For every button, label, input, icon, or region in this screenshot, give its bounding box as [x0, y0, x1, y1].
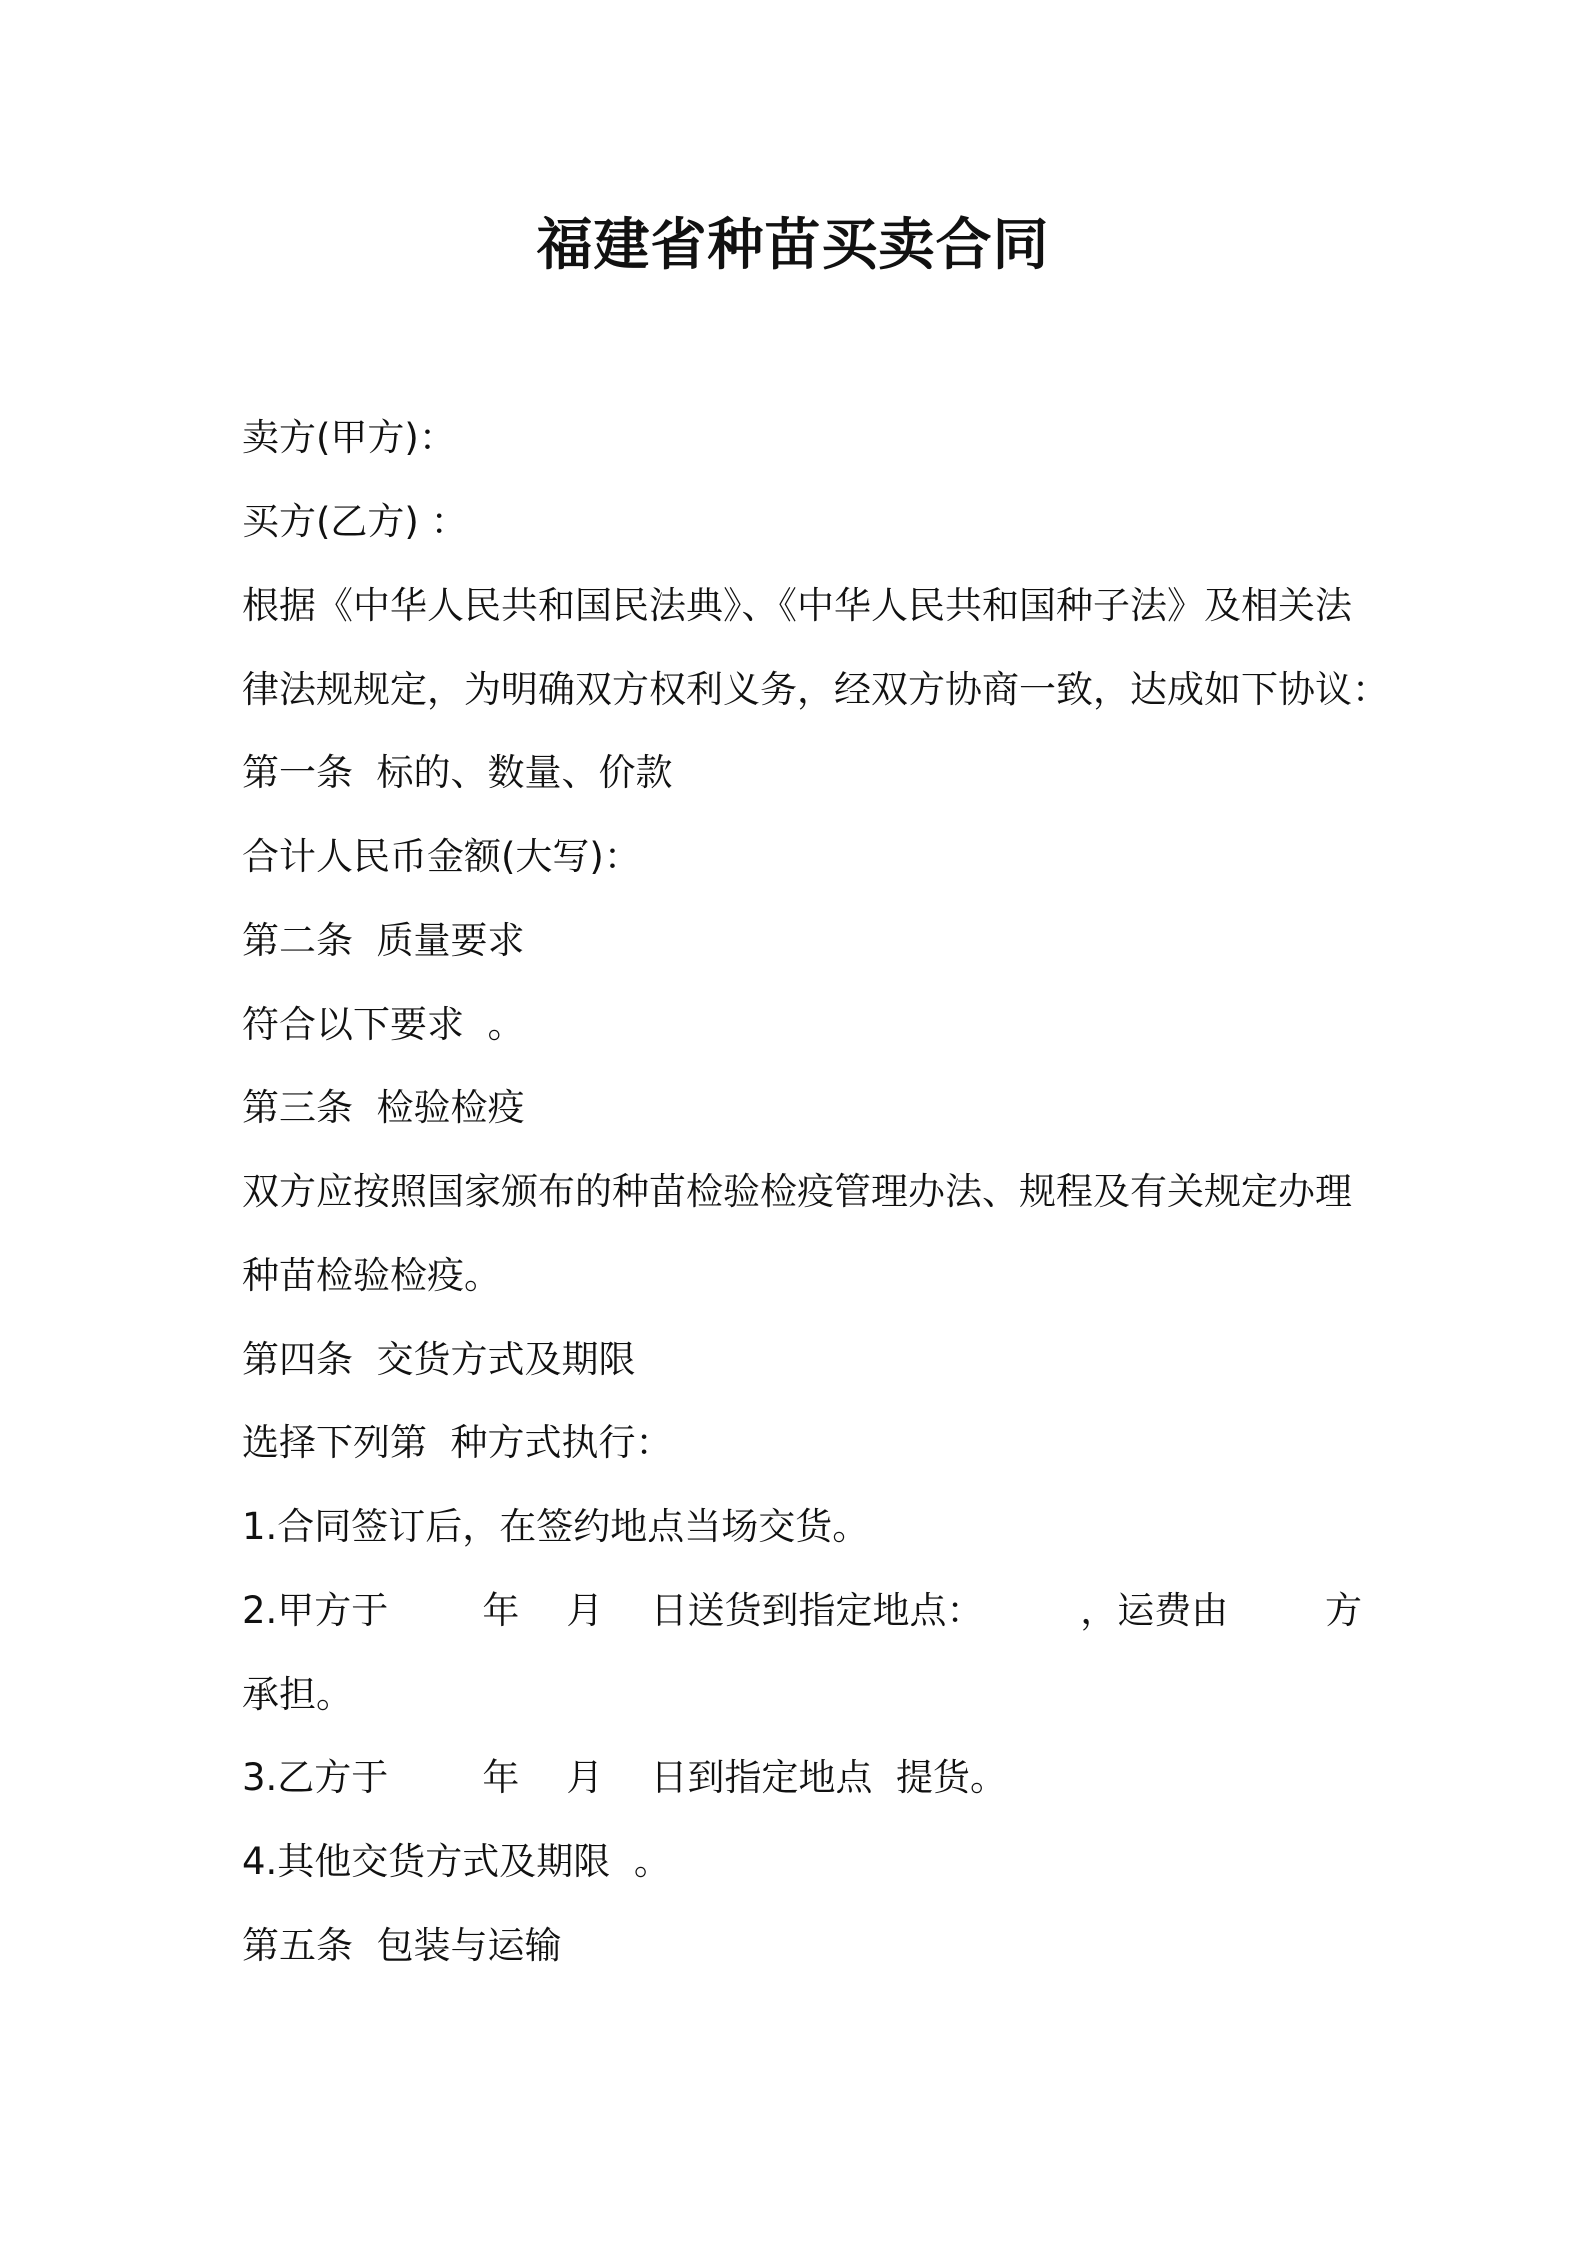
- article-2-heading: 第二条 质量要求: [242, 919, 525, 962]
- article-2-body: 符合以下要求 。: [242, 1003, 525, 1046]
- article-5-heading: 第五条 包装与运输: [242, 1924, 562, 1967]
- contract-title: 福建省种苗买卖合同: [536, 213, 1050, 278]
- article-4-option-1: 1.合同签订后，在签约地点当场交货。: [242, 1505, 870, 1548]
- article-4-option-2: [242, 1581, 1362, 1641]
- article-1-total-amount: 合计人民币金额(大写)：: [242, 835, 641, 878]
- article-4-option-2-continued: 承担。: [242, 1673, 353, 1716]
- article-4-option-3: 3.乙方于 年 月 日到指定地点 提货。: [242, 1756, 1008, 1799]
- buyer-line: 买方(乙方) ：: [242, 500, 468, 543]
- article-4-option-2-party: 方: [1324, 1589, 1362, 1632]
- article-4-option-4: 4.其他交货方式及期限 。: [242, 1840, 671, 1883]
- article-3-body-line-1: 双方应按照国家颁布的种苗检验检疫管理办法、规程及有关规定办理: [242, 1170, 1352, 1213]
- article-3-body-line-2: 种苗检验检疫。: [242, 1254, 501, 1297]
- preamble-line-1: 根据《中华人民共和国民法典》、《中华人民共和国种子法》及相关法: [242, 584, 1352, 627]
- seller-line: 卖方(甲方)：: [242, 416, 456, 459]
- preamble-line-2: 律法规规定，为明确双方权利义务，经双方协商一致，达成如下协议：: [242, 668, 1389, 711]
- article-4-choose-option: 选择下列第 种方式执行：: [242, 1421, 673, 1464]
- article-1-heading: 第一条 标的、数量、价款: [242, 751, 673, 794]
- article-4-option-2-date-place: 2.甲方于 年 月 日送货到指定地点：: [242, 1589, 984, 1632]
- article-4-heading: 第四条 交货方式及期限: [242, 1338, 636, 1381]
- article-3-heading: 第三条 检验检疫: [242, 1086, 525, 1129]
- article-4-option-2-freight: ，运费由: [1080, 1589, 1229, 1632]
